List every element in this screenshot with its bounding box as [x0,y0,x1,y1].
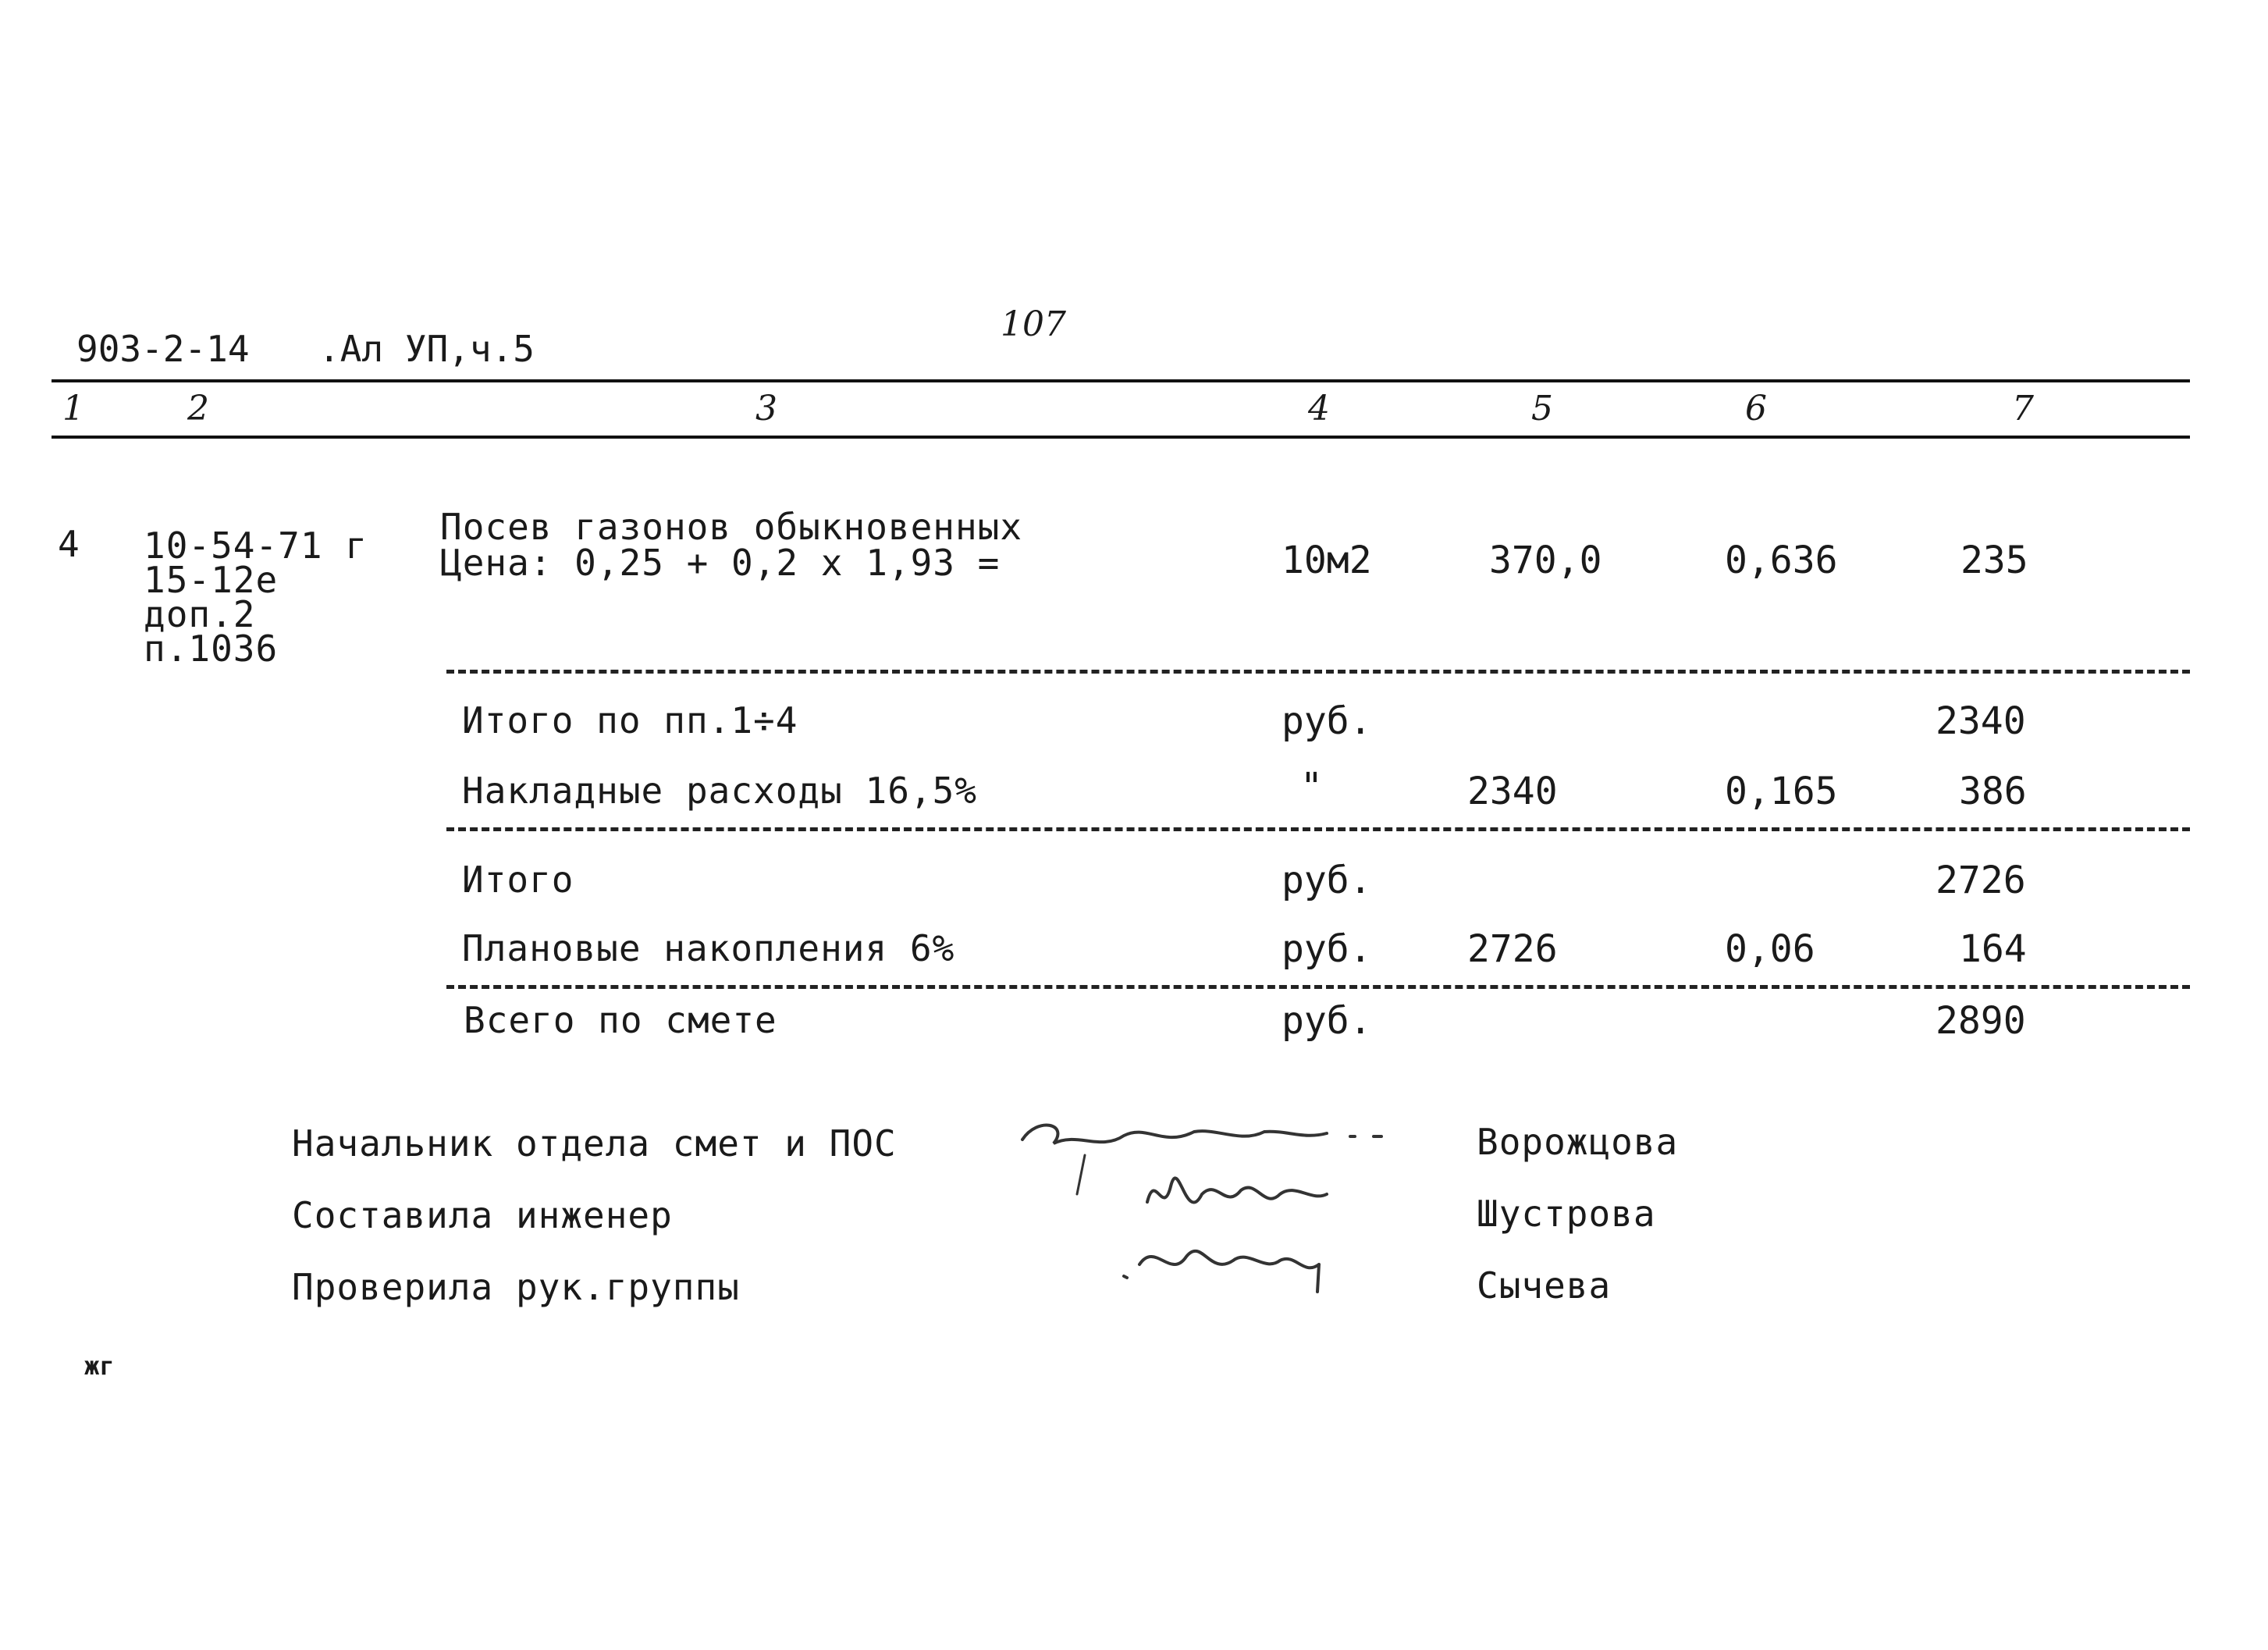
summary-label: Итого [462,859,574,901]
item-code-line-2: 15-12е [144,559,279,601]
column-number-1: 1 [62,389,84,429]
summary-label: Итого по пп.1÷4 [462,699,798,741]
album-reference: .Ал УП,ч.5 [318,328,535,370]
column-number-2: 2 [187,389,209,429]
item-price: 0,636 [1725,539,1838,582]
summary-base: 2726 [1467,927,1558,971]
item-unit: 10м2 [1282,539,1372,582]
summary-total: 2726 [1936,859,2026,902]
column-number-4: 4 [1308,389,1330,429]
signature-role: Составила инженер [292,1194,673,1236]
summary-label: Накладные расходы 16,5% [462,770,977,812]
summary-rate: 0,165 [1725,770,1838,813]
signature-name: Шустрова [1477,1193,1656,1235]
summary-unit: руб. [1282,999,1372,1043]
signature-role: Начальник отдела смет и ПОС [292,1122,897,1165]
column-number-7: 7 [2012,389,2034,429]
item-code-line-3: доп.2 [144,593,256,635]
footer-mark: жг [84,1351,115,1381]
item-code-line-1: 10-54-71 г [144,525,368,567]
summary-total: 2890 [1936,999,2026,1043]
summary-unit: " [1300,765,1323,809]
summary-total: 2340 [1936,699,2026,743]
signature-role: Проверила рук.группы [292,1266,740,1308]
summary-unit: руб. [1282,927,1372,971]
item-total: 235 [1961,539,2028,582]
summary-base: 2340 [1467,770,1558,813]
item-code-line-4: п.1036 [144,628,279,670]
summary-total: 164 [1959,927,2027,971]
summary-unit: руб. [1282,699,1372,743]
signature-name: Сычева [1477,1264,1612,1307]
item-description-line-2: Цена: 0,25 + 0,2 х 1,93 = [440,542,1001,584]
summary-label: Плановые накопления 6% [462,927,955,969]
subtotal-separator-rule [446,827,2190,831]
header-bottom-rule [52,436,2190,439]
column-number-5: 5 [1531,389,1553,429]
column-number-6: 6 [1745,389,1767,429]
handwritten-signatures [1007,1108,1413,1342]
item-number: 4 [58,523,80,565]
page-number: 107 [1001,304,1066,344]
summary-label: Всего по смете [464,999,777,1041]
summary-rate: 0,06 [1725,927,1815,971]
summary-unit: руб. [1282,859,1372,902]
summary-total: 386 [1959,770,2027,813]
total-separator-rule [446,985,2190,989]
column-number-3: 3 [755,389,777,429]
signature-name: Ворожцова [1477,1121,1679,1163]
item-separator-rule [446,670,2190,674]
header-top-rule [52,379,2190,382]
item-quantity: 370,0 [1489,539,1602,582]
item-description-line-1: Посев газонов обыкновенных [440,506,1023,548]
document-code: 903-2-14 [76,328,250,370]
